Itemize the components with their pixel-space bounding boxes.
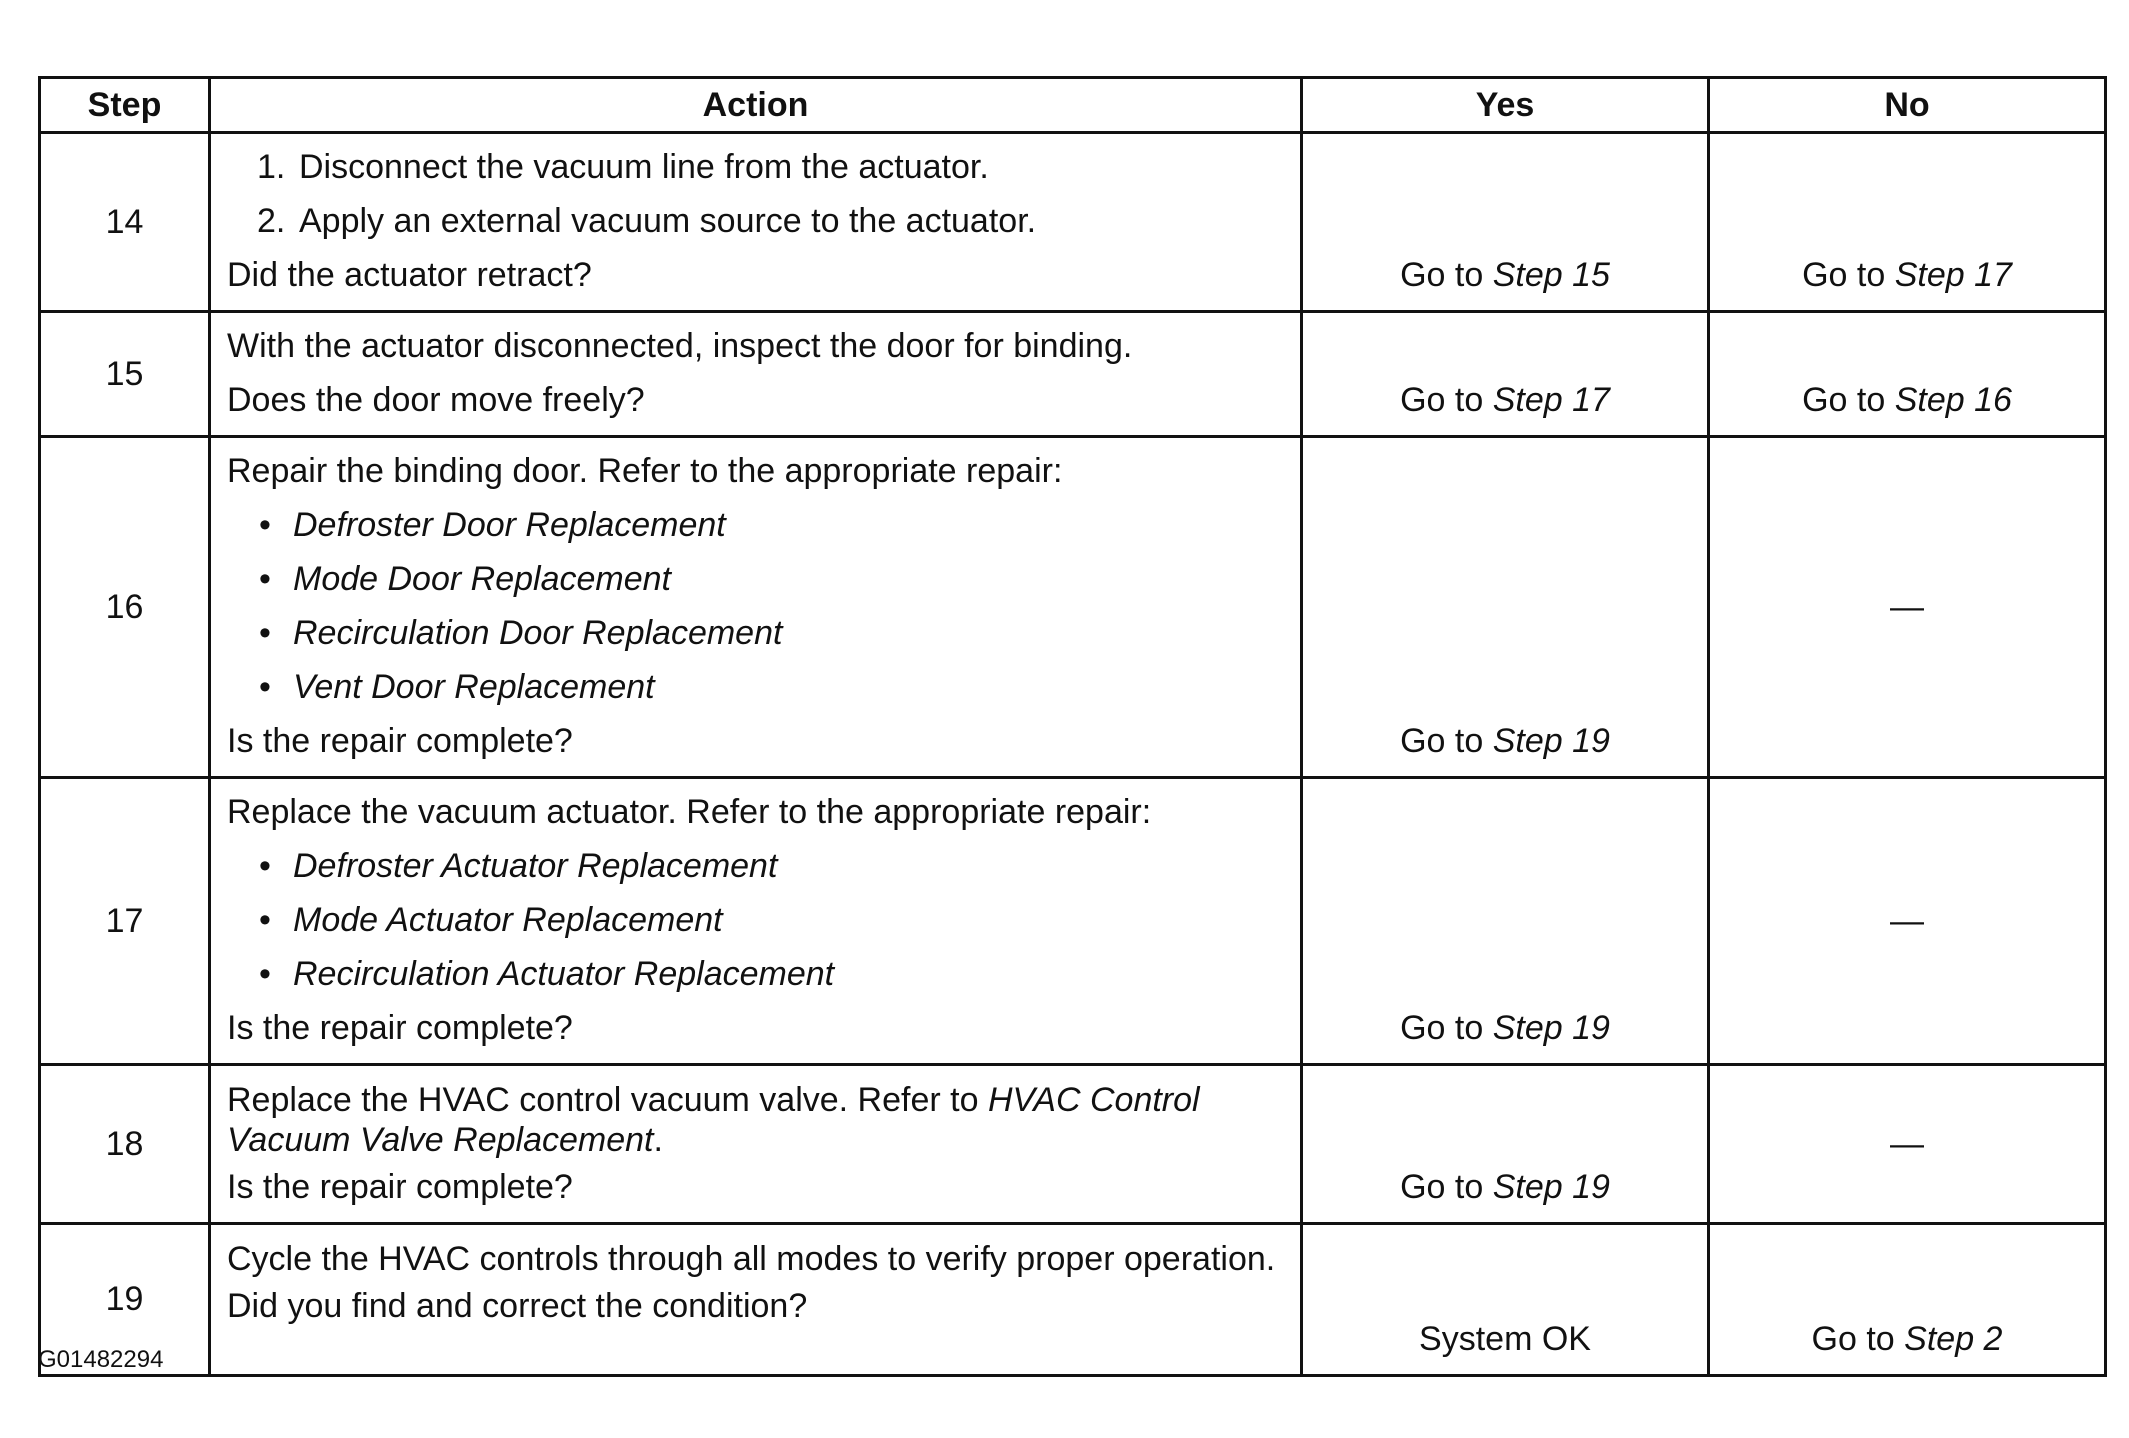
no-cell: Go to Step 17 [1709,133,2106,312]
repair-reference: HVAC Control Vacuum Valve Replacement [227,1081,1200,1159]
action-cell [210,1224,1302,1376]
step-number: 17 [40,778,210,1065]
step-number: 18 [40,1065,210,1224]
step-link: Step 17 [1894,256,2012,294]
yes-cell: Go to Step 15 [1302,133,1709,312]
bullet-item: • Mode Door Replacement [259,560,671,598]
diagnostic-table [38,76,2107,1377]
instruction: Repair the binding door. Refer to the appropriate repair: [227,452,1063,490]
step-link: Step 19 [1492,1009,1610,1047]
yes-cell: System OK [1302,1224,1709,1376]
table-row [40,778,2106,1065]
step-link: Step 16 [1894,381,2012,419]
table-row [40,133,2106,312]
header-step: Step [40,78,210,133]
yes-cell: Go to Step 19 [1302,437,1709,778]
action-cell [210,778,1302,1065]
instruction: Replace the vacuum actuator. Refer to the appropriate repair: [227,793,1152,831]
bullet-item: • Mode Actuator Replacement [259,901,723,939]
question: Is the repair complete? [227,1009,573,1047]
step-link: Step 19 [1492,722,1610,760]
instruction: Replace the HVAC control vacuum valve. Refer to HVAC Control Vacuum Valve Replacement. [227,1081,1200,1159]
step-number: 19 [40,1224,210,1376]
header-no: No [1709,78,2106,133]
action-cell [210,437,1302,778]
bullet-item: • Vent Door Replacement [259,668,655,706]
no-cell: Go to Step 2 [1709,1224,2106,1376]
action-cell [210,133,1302,312]
bullet-item: • Defroster Door Replacement [259,506,726,544]
no-cell: Go to Step 16 [1709,312,2106,437]
question: Is the repair complete? [227,722,573,760]
header-yes: Yes [1302,78,1709,133]
yes-cell: Go to Step 19 [1302,778,1709,1065]
step-link: Step 2 [1904,1320,2003,1358]
action-cell [210,1065,1302,1224]
step-link: Step 17 [1492,381,1610,419]
step-number: 16 [40,437,210,778]
no-cell: — [1709,1065,2106,1224]
header-row [40,78,2106,133]
action-cell [210,312,1302,437]
yes-cell: Go to Step 17 [1302,312,1709,437]
table-row [40,312,2106,437]
header-action: Action [210,78,1302,133]
numbered-instruction: 2. Apply an external vacuum source to the actuator. [257,202,1037,240]
question: Does the door move freely? [227,381,645,419]
bullet-item: • Recirculation Actuator Replacement [259,955,835,993]
table-row [40,1065,2106,1224]
step-number: 14 [40,133,210,312]
step-link: Step 19 [1492,1168,1610,1206]
no-cell: — [1709,437,2106,778]
table-row [40,437,2106,778]
figure-id: G01482294 [38,1346,164,1373]
numbered-instruction: 1. Disconnect the vacuum line from the actuator. [257,148,989,186]
instruction: Cycle the HVAC controls through all modes to verify proper operation. [227,1240,1276,1278]
question: Is the repair complete? [227,1168,573,1206]
yes-cell: Go to Step 19 [1302,1065,1709,1224]
bullet-item: • Recirculation Door Replacement [259,614,783,652]
no-cell: — [1709,778,2106,1065]
table-row [40,1224,2106,1376]
question: Did the actuator retract? [227,256,592,294]
step-number: 15 [40,312,210,437]
question: Did you find and correct the condition? [227,1287,808,1325]
bullet-item: • Defroster Actuator Replacement [259,847,778,885]
step-link: Step 15 [1492,256,1610,294]
instruction: With the actuator disconnected, inspect the door for binding. [227,327,1133,365]
